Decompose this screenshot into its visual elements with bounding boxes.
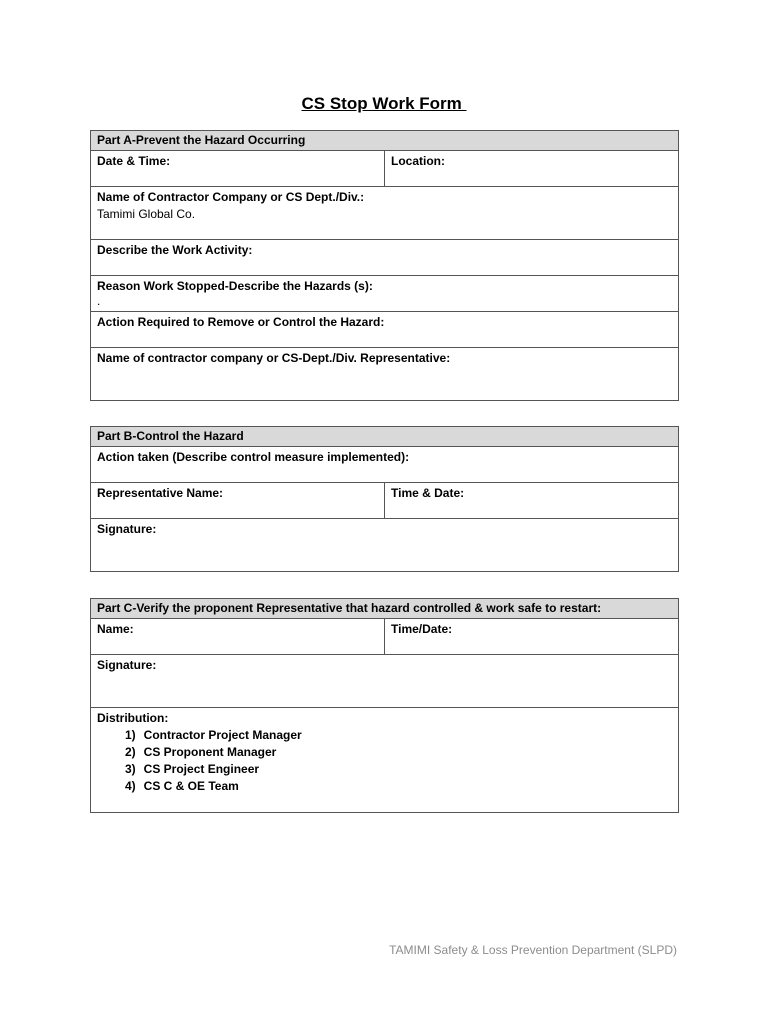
location-label: Location: xyxy=(391,154,445,168)
location-field[interactable] xyxy=(385,151,679,187)
verifier-name-field[interactable] xyxy=(91,619,385,655)
part-b-signature-field[interactable] xyxy=(91,519,679,572)
part-c-table xyxy=(90,598,679,813)
list-item-text: CS Proponent Manager xyxy=(143,745,277,759)
action-required-label: Action Required to Remove or Control the Hazard: xyxy=(97,315,385,329)
part-a-table xyxy=(90,130,679,401)
verify-time-date-field[interactable] xyxy=(385,619,679,655)
part-c-header: Part C-Verify the proponent Representative that hazard controlled & work safe to restart: xyxy=(91,599,679,619)
rep-name-field[interactable] xyxy=(91,483,385,519)
contractor-field[interactable] xyxy=(91,187,679,240)
distribution-list xyxy=(97,727,672,795)
time-date-label: Time & Date: xyxy=(391,486,465,500)
date-time-field[interactable] xyxy=(91,151,385,187)
list-item xyxy=(125,727,672,744)
list-item-number: 4) xyxy=(125,779,136,793)
contractor-value: Tamimi Global Co. xyxy=(97,207,196,221)
reason-field[interactable] xyxy=(91,276,679,312)
work-activity-label: Describe the Work Activity: xyxy=(97,243,253,257)
reason-label: Reason Work Stopped-Describe the Hazards (s): xyxy=(97,279,373,293)
part-b-header: Part B-Control the Hazard xyxy=(91,427,679,447)
list-item-text: Contractor Project Manager xyxy=(143,728,302,742)
date-time-label: Date & Time: xyxy=(97,154,171,168)
part-b-table xyxy=(90,426,679,572)
part-b-signature-label: Signature: xyxy=(97,522,157,536)
page-footer: TAMIMI Safety & Loss Prevention Department (SLPD) xyxy=(389,943,677,957)
list-item-number: 2) xyxy=(125,745,136,759)
distribution-label: Distribution: xyxy=(97,711,169,725)
rep-name-label: Representative Name: xyxy=(97,486,224,500)
verify-time-date-label: Time/Date: xyxy=(391,622,453,636)
list-item-text: CS C & OE Team xyxy=(143,779,239,793)
part-a-header: Part A-Prevent the Hazard Occurring xyxy=(91,131,679,151)
contractor-label: Name of Contractor Company or CS Dept./Div.: xyxy=(97,190,365,204)
part-c-signature-field[interactable] xyxy=(91,655,679,708)
verifier-name-label: Name: xyxy=(97,622,134,636)
representative-field[interactable] xyxy=(91,348,679,401)
list-item xyxy=(125,744,672,761)
list-item xyxy=(125,761,672,778)
list-item-number: 1) xyxy=(125,728,136,742)
time-date-field[interactable] xyxy=(385,483,679,519)
action-taken-field[interactable] xyxy=(91,447,679,483)
action-taken-label: Action taken (Describe control measure implemented): xyxy=(97,450,410,464)
action-required-field[interactable] xyxy=(91,312,679,348)
part-c-signature-label: Signature: xyxy=(97,658,157,672)
form-title: CS Stop Work Form xyxy=(301,94,467,113)
representative-label: Name of contractor company or CS-Dept./Div. Representative: xyxy=(97,351,451,365)
reason-value: . xyxy=(97,294,101,308)
list-item-number: 3) xyxy=(125,762,136,776)
work-activity-field[interactable] xyxy=(91,240,679,276)
list-item xyxy=(125,778,672,795)
list-item-text: CS Project Engineer xyxy=(143,762,260,776)
distribution-cell xyxy=(91,708,679,813)
